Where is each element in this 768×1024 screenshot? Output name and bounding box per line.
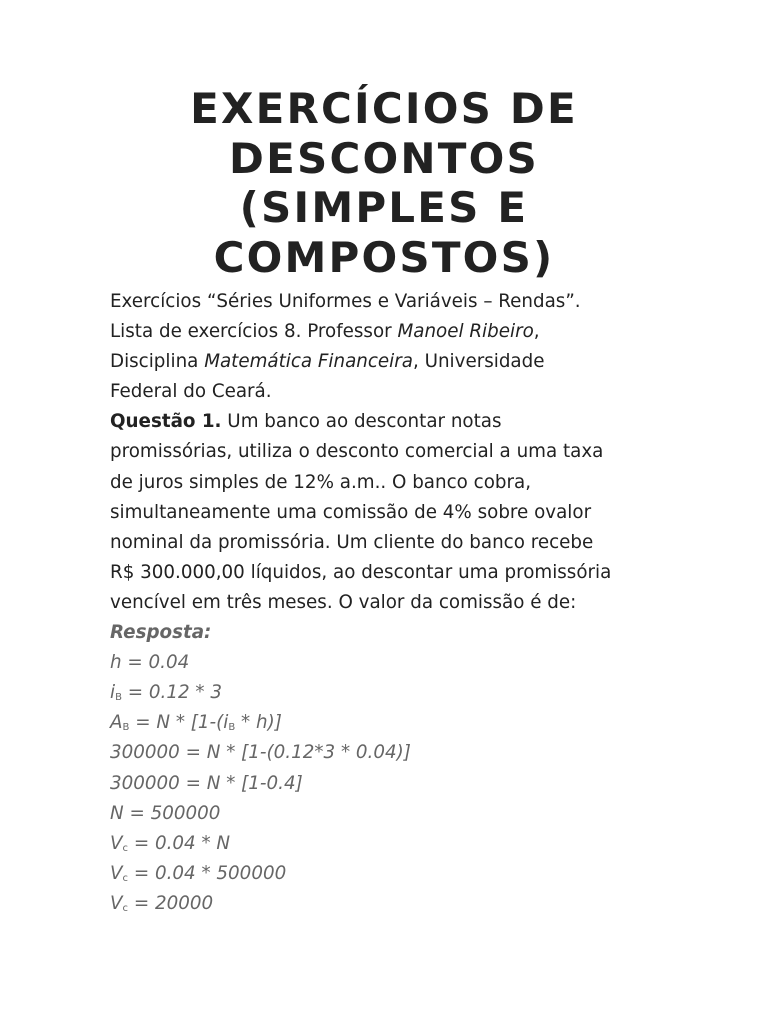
intro-text: Federal do Ceará. <box>110 381 272 403</box>
answer-step: 300000 = N * [1-(0.12*3 * 0.04)] <box>110 742 411 764</box>
answer-step <box>110 859 670 889</box>
intro-text: , <box>533 321 540 343</box>
answer-step <box>110 889 670 919</box>
question-line <box>110 407 670 437</box>
question-line: simultaneamente uma comissão de 4% sobre ovalor <box>110 501 592 523</box>
question-line: vencível em três meses. O valor da comissão é de: <box>110 591 577 613</box>
intro-paragraph <box>110 287 670 407</box>
page-title <box>110 84 658 282</box>
intro-line <box>110 347 670 377</box>
answer-heading: Resposta: <box>110 622 212 644</box>
answer-step <box>110 829 670 859</box>
title-line: (SIMPLES E <box>239 183 529 232</box>
math-expr: = N * [1-(i <box>129 712 229 734</box>
math-var: i <box>110 682 116 704</box>
question-line: de juros simples de 12% a.m.. O banco cobra, <box>110 471 532 493</box>
math-var: V <box>110 862 123 884</box>
question-label: Questão 1. <box>110 411 222 433</box>
intro-text: Disciplina <box>110 351 205 373</box>
answer-step: h = 0.04 <box>110 652 190 674</box>
answer-step <box>110 678 670 708</box>
title-line: COMPOSTOS) <box>213 232 555 282</box>
discipline-name: Matemática Financeira <box>204 351 413 373</box>
question-text: Um banco ao descontar notas <box>221 411 502 433</box>
math-expr: = 0.04 * 500000 <box>128 862 287 884</box>
intro-text: Lista de exercícios 8. Professor <box>110 321 398 343</box>
intro-text: , Universidade <box>412 351 545 373</box>
math-var: A <box>110 712 123 734</box>
math-expr: = 0.12 * 3 <box>121 682 223 704</box>
math-subscript: c <box>122 902 129 914</box>
question-line: promissórias, utiliza o desconto comercial a uma taxa <box>110 441 604 463</box>
question-line: R$ 300.000,00 líquidos, ao descontar uma promissória <box>110 561 612 583</box>
math-var: V <box>110 832 123 854</box>
intro-line <box>110 377 670 407</box>
answer-block <box>110 618 670 919</box>
question-paragraph <box>110 407 670 618</box>
math-expr: = 0.04 * N <box>128 832 231 854</box>
intro-text: Exercícios “Séries Uniformes e Variáveis – Rendas”. <box>110 291 581 312</box>
math-expr: * h)] <box>235 712 282 734</box>
answer-step <box>110 708 670 738</box>
math-subscript: B <box>228 722 236 734</box>
question-line: nominal da promissória. Um cliente do banco recebe <box>110 531 594 553</box>
intro-line <box>110 317 670 347</box>
math-expr: = 20000 <box>128 892 214 914</box>
title-line: DESCONTOS <box>229 133 539 183</box>
professor-name: Manoel Ribeiro <box>397 321 534 343</box>
answer-step: 300000 = N * [1-0.4] <box>110 772 303 794</box>
math-subscript: c <box>122 872 129 884</box>
math-subscript: B <box>122 722 130 734</box>
math-var: V <box>110 892 123 914</box>
answer-step: N = 500000 <box>110 802 221 824</box>
math-subscript: c <box>122 842 129 854</box>
intro-line <box>110 287 670 317</box>
title-line: EXERCÍCIOS DE <box>190 84 578 133</box>
math-subscript: B <box>115 692 122 704</box>
document-body <box>110 287 670 919</box>
